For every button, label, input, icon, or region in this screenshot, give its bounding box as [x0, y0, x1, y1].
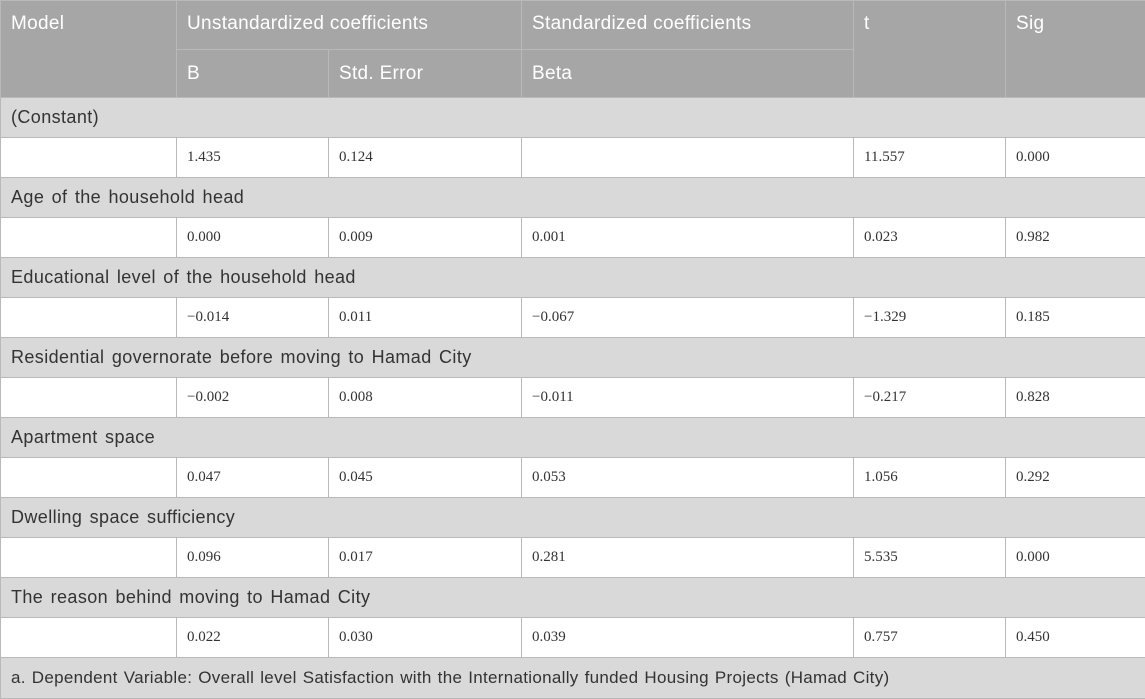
t-value: 1.056: [854, 458, 1006, 498]
b-value: −0.014: [177, 298, 329, 338]
b-value: 1.435: [177, 138, 329, 178]
variable-label: The reason behind moving to Hamad City: [1, 578, 1145, 618]
header-b: B: [177, 50, 329, 98]
footnote-row: [1, 658, 1145, 699]
sig-value: 0.185: [1006, 298, 1145, 338]
table-body: [1, 98, 1145, 699]
std-error-value: 0.045: [329, 458, 522, 498]
header-t: t: [854, 1, 1006, 98]
table-row: [1, 378, 1145, 418]
header-sig: Sig: [1006, 1, 1145, 98]
variable-label-row: [1, 418, 1145, 458]
t-value: 5.535: [854, 538, 1006, 578]
sig-value: 0.828: [1006, 378, 1145, 418]
table-row: [1, 458, 1145, 498]
variable-label: (Constant): [1, 98, 1145, 138]
beta-value: −0.011: [522, 378, 854, 418]
variable-label: Residential governorate before moving to Hamad City: [1, 338, 1145, 378]
t-value: 11.557: [854, 138, 1006, 178]
model-cell: [1, 458, 177, 498]
t-value: 0.023: [854, 218, 1006, 258]
header-unstandardized: Unstandardized coefficients: [177, 1, 522, 50]
b-value: 0.047: [177, 458, 329, 498]
std-error-value: 0.009: [329, 218, 522, 258]
sig-value: 0.982: [1006, 218, 1145, 258]
variable-label: Age of the household head: [1, 178, 1145, 218]
t-value: 0.757: [854, 618, 1006, 658]
variable-label-row: [1, 258, 1145, 298]
variable-label-row: [1, 338, 1145, 378]
model-cell: [1, 218, 177, 258]
beta-value: [522, 138, 854, 178]
sig-value: 0.292: [1006, 458, 1145, 498]
header-model: Model: [1, 1, 177, 98]
std-error-value: 0.030: [329, 618, 522, 658]
b-value: 0.000: [177, 218, 329, 258]
b-value: 0.096: [177, 538, 329, 578]
beta-value: 0.001: [522, 218, 854, 258]
beta-value: 0.053: [522, 458, 854, 498]
variable-label-row: [1, 578, 1145, 618]
variable-label: Apartment space: [1, 418, 1145, 458]
variable-label-row: [1, 178, 1145, 218]
beta-value: 0.039: [522, 618, 854, 658]
t-value: −0.217: [854, 378, 1006, 418]
std-error-value: 0.008: [329, 378, 522, 418]
variable-label-row: [1, 498, 1145, 538]
table-row: [1, 298, 1145, 338]
beta-value: −0.067: [522, 298, 854, 338]
std-error-value: 0.011: [329, 298, 522, 338]
table-header: [1, 1, 1145, 98]
table-row: [1, 618, 1145, 658]
beta-value: 0.281: [522, 538, 854, 578]
table-row: [1, 218, 1145, 258]
variable-label-row: [1, 98, 1145, 138]
table-row: [1, 138, 1145, 178]
std-error-value: 0.124: [329, 138, 522, 178]
model-cell: [1, 138, 177, 178]
table-row: [1, 538, 1145, 578]
variable-label: Educational level of the household head: [1, 258, 1145, 298]
model-cell: [1, 298, 177, 338]
b-value: 0.022: [177, 618, 329, 658]
sig-value: 0.000: [1006, 138, 1145, 178]
model-cell: [1, 618, 177, 658]
header-standardized: Standardized coefficients: [522, 1, 854, 50]
variable-label: Dwelling space sufficiency: [1, 498, 1145, 538]
model-cell: [1, 538, 177, 578]
model-cell: [1, 378, 177, 418]
t-value: −1.329: [854, 298, 1006, 338]
sig-value: 0.450: [1006, 618, 1145, 658]
sig-value: 0.000: [1006, 538, 1145, 578]
header-std-error: Std. Error: [329, 50, 522, 98]
b-value: −0.002: [177, 378, 329, 418]
std-error-value: 0.017: [329, 538, 522, 578]
table-footnote: a. Dependent Variable: Overall level Satisfaction with the Internationally funded Housing Projects (Hamad City): [1, 658, 1145, 699]
header-beta: Beta: [522, 50, 854, 98]
